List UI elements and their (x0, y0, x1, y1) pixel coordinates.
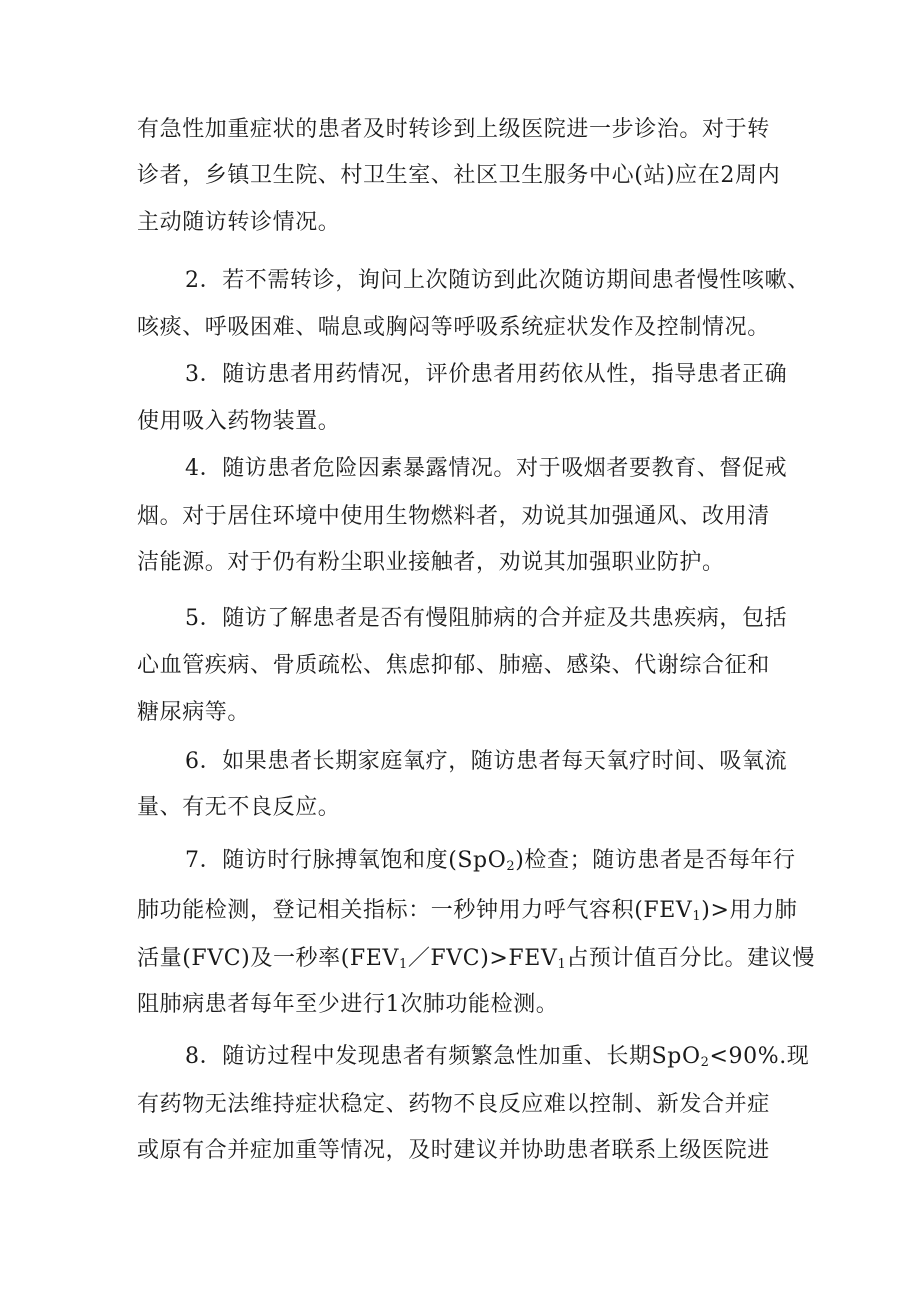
text-line: 主动随访转诊情况。 (137, 210, 341, 235)
text-line: 7．随访时行脉搏氧饱和度(SpO$_2$)检查；随访患者是否每年行 (185, 848, 796, 874)
text-line: 4．随访患者危险因素暴露情况。对于吸烟者要教育、督促戒 (185, 456, 788, 481)
text-line: 心血管疾病、骨质疏松、焦虑抑郁、肺癌、感染、代谢综合征和 (137, 653, 770, 678)
text-line: 洁能源。对于仍有粉尘职业接触者，劝说其加强职业防护。 (137, 550, 725, 575)
text-line: 8．随访过程中发现患者有频繁急性加重、长期SpO$_2$<90%.现 (185, 1044, 810, 1070)
text-line: 有药物无法维持症状稳定、药物不良反应难以控制、新发合并症 (137, 1092, 770, 1117)
text-line: 量、有无不良反应。 (137, 795, 341, 820)
text-line: 3．随访患者用药情况，评价患者用药依从性，指导患者正确 (185, 362, 788, 387)
text-line: 有急性加重症状的患者及时转诊到上级医院进一步诊治。对于转 (137, 117, 770, 142)
text-line: 使用吸入药物装置。 (137, 409, 341, 434)
text-line: 6．如果患者长期家庭氧疗，随访患者每天氧疗时间、吸氧流 (185, 749, 788, 774)
text-line: 诊者，乡镇卫生院、村卫生室、社区卫生服务中心(站)应在2周内 (137, 163, 781, 188)
text-line: 烟。对于居住环境中使用生物燃料者，劝说其加强通风、改用清 (137, 504, 770, 529)
text-line: 糖尿病等。 (137, 700, 251, 725)
text-line: 阻肺病患者每年至少进行1次肺功能检测。 (137, 992, 559, 1017)
text-line: 2．若不需转诊，询问上次随访到此次随访期间患者慢性咳嗽、 (185, 268, 810, 293)
text-line: 活量(FVC)及一秒率$(FEV_1/FVC)>FEV_1$占预计值百分比。建议慢 (137, 946, 815, 972)
text-line: 咳痰、呼吸困难、喘息或胸闷等呼吸系统症状发作及控制情况。 (137, 315, 770, 340)
text-line: 5．随访了解患者是否有慢阻肺病的合并症及共患疾病，包括 (185, 606, 788, 631)
text-line: 或原有合并症加重等情况，及时建议并协助患者联系上级医院进 (137, 1138, 770, 1163)
text-line: 肺功能检测，登记相关指标：一秒钟用力呼气容积$(FEV_1)>$用力肺 (137, 898, 798, 924)
